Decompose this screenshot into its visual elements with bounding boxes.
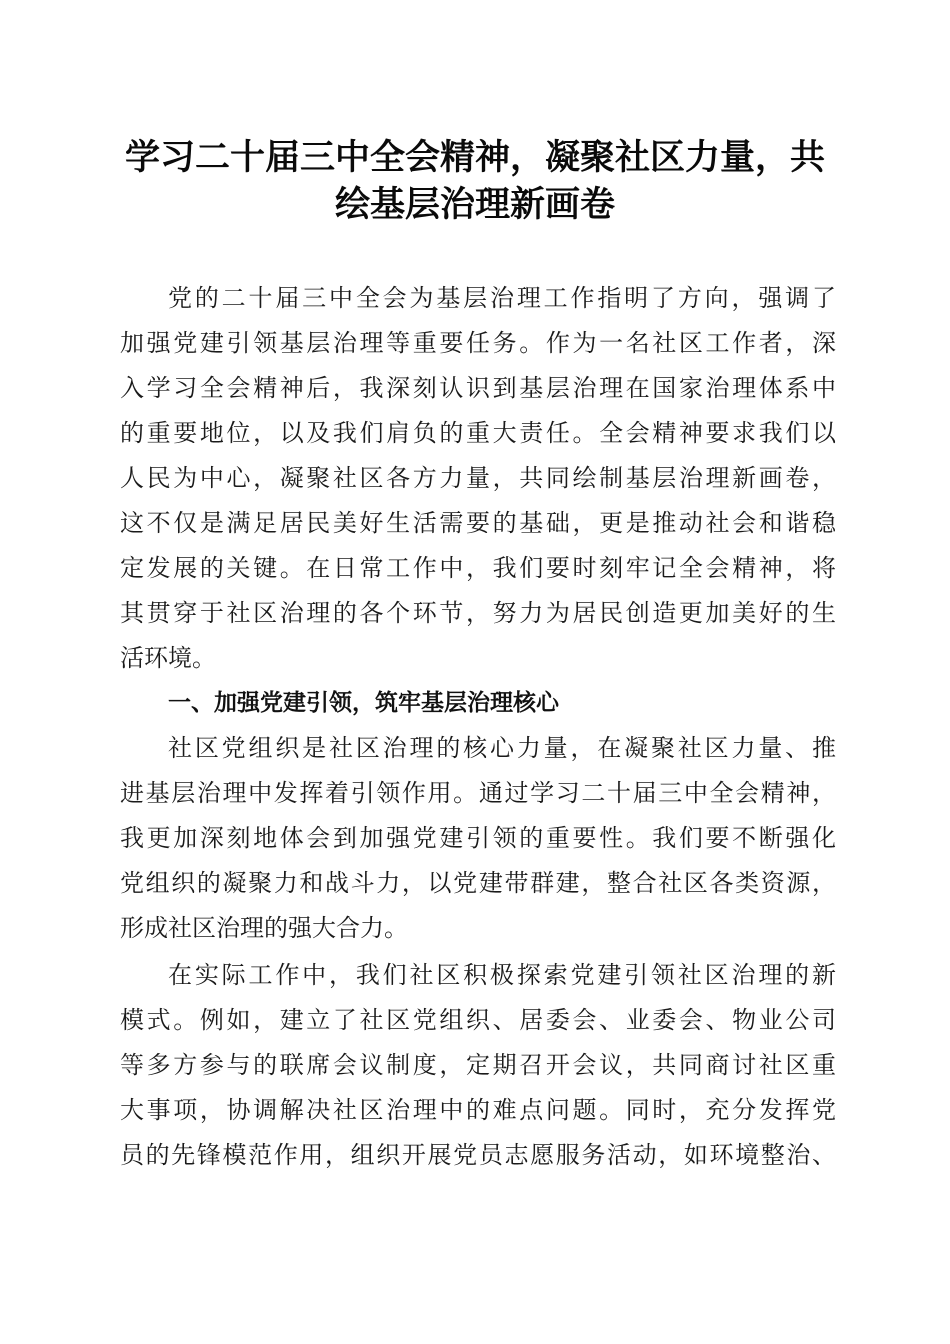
text-line: 在实际工作中，我们社区积极探索党建引领社区治理的新 (168, 961, 839, 989)
intro-paragraph (120, 276, 839, 681)
section-1-paragraph-1 (120, 726, 839, 951)
text-line: 入学习全会精神后，我深刻认识到基层治理在国家治理体系中 (120, 374, 839, 402)
document-body (120, 276, 839, 1178)
text-line: 进基层治理中发挥着引领作用。通过学习二十届三中全会精神， (120, 779, 838, 807)
text-line: 形成社区治理的强大合力。 (120, 914, 408, 942)
text-line: 加强党建引领基层治理等重要任务。作为一名社区工作者，深 (120, 329, 839, 357)
title-line-1: 学习二十届三中全会精神，凝聚社区力量，共 (124, 137, 825, 178)
text-line: 我更加深刻地体会到加强党建引领的重要性。我们要不断强化 (120, 824, 839, 852)
text-line: 大事项，协调解决社区治理中的难点问题。同时，充分发挥党 (120, 1096, 839, 1124)
text-line: 这不仅是满足居民美好生活需要的基础，更是推动社会和谐稳 (120, 509, 839, 537)
text-line: 模式。例如，建立了社区党组织、居委会、业委会、物业公司 (120, 1006, 839, 1034)
text-line: 其贯穿于社区治理的各个环节，努力为居民创造更加美好的生 (120, 599, 839, 627)
section-1-paragraph-2 (120, 953, 839, 1178)
text-line: 人民为中心，凝聚社区各方力量，共同绘制基层治理新画卷， (120, 464, 839, 492)
text-line: 党组织的凝聚力和战斗力，以党建带群建，整合社区各类资源， (120, 869, 838, 897)
text-line: 党的二十届三中全会为基层治理工作指明了方向，强调了 (168, 284, 839, 312)
document-title (100, 134, 850, 228)
section-heading-1: 一、加强党建引领，筑牢基层治理核心 (168, 690, 559, 716)
text-line: 的重要地位，以及我们肩负的重大责任。全会精神要求我们以 (120, 419, 839, 447)
text-line: 社区党组织是社区治理的核心力量，在凝聚社区力量、推 (168, 734, 839, 762)
text-line: 定发展的关键。在日常工作中，我们要时刻牢记全会精神，将 (120, 554, 839, 582)
text-line: 员的先锋模范作用，组织开展党员志愿服务活动，如环境整治、 (120, 1141, 838, 1169)
text-line: 活环境。 (120, 644, 216, 672)
title-line-2: 绘基层治理新画卷 (334, 184, 615, 225)
text-line: 等多方参与的联席会议制度，定期召开会议，共同商讨社区重 (120, 1051, 839, 1079)
